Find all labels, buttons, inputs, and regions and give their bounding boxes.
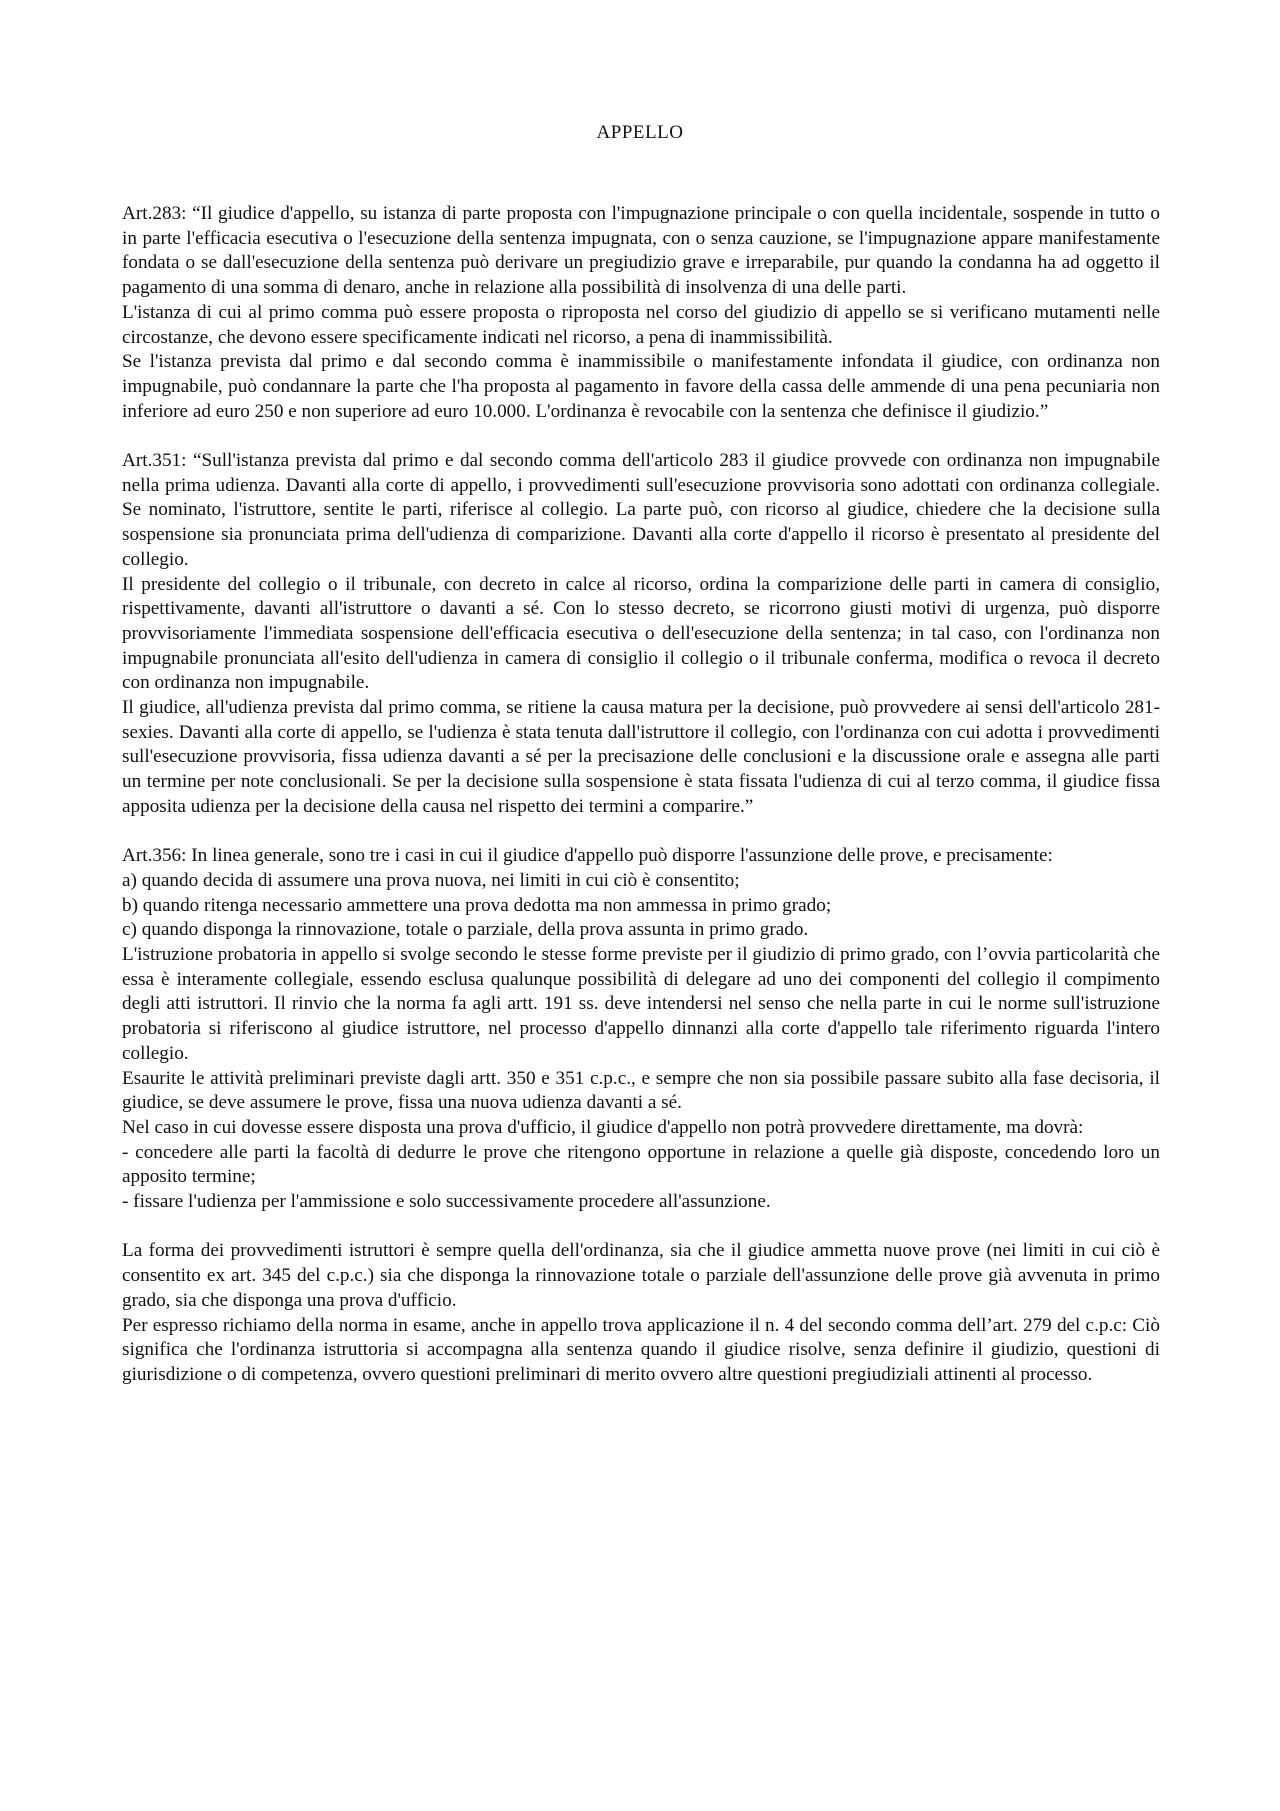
closing-paragraph-2: Per espresso richiamo della norma in esame, anche in appello trova applicazione il n. 4 del secondo comma dell’art. 279 del c.p.c: Ciò significa che l'ordinanza istruttoria si accompagna alla sentenza quando il giudice risolve, senza definire il giudizio, questioni di giurisdizione o di competenza, ovvero questioni preliminari di merito ovvero altre questioni pregiudiziali attinenti al processo. — [122, 1314, 1160, 1385]
page-title: APPELLO — [596, 122, 684, 143]
art356-dash-item-2: - fissare l'udienza per l'ammissione e solo successivamente procedere all'assunzione. — [122, 1191, 771, 1213]
art351-paragraph-2: Il presidente del collegio o il tribunale, con decreto in calce al ricorso, ordina la comparizione delle parti in camera di consiglio, rispettivamente, davanti all'istruttore o davanti a sé. Con lo stesso decreto, se ricorrono giusti motivi di urgenza, può disporre provvisoriamente l'immediata sospensione dell'efficacia esecutiva o dell'esecuzione della sentenza; in tal caso, con l'ordinanza non impugnabile pronunciata all'esito dell'udienza in camera di consiglio il collegio o il tribunale conferma, modifica o revoca il decreto con ordinanza non impugnabile. — [122, 573, 1160, 694]
art283-paragraph-3: Se l'istanza prevista dal primo e dal secondo comma è inammissibile o manifestamente infondata il giudice, con ordinanza non impugnabile, può condannare la parte che l'ha proposta al pagamento in favore della cassa delle ammende di una pena pecuniaria non inferiore ad euro 250 e non superiore ad euro 10.000. L'ordinanza è revocabile con la sentenza che definisce il giudizio.” — [122, 351, 1160, 422]
art351-paragraph-1: Art.351: “Sull'istanza prevista dal primo e dal secondo comma dell'articolo 283 il giudice provvede con ordinanza non impugnabile nella prima udienza. Davanti alla corte di appello, i provvedimenti sull'esecuzione provvisoria sono adottati con ordinanza collegiale. Se nominato, l'istruttore, sentite le parti, riferisce al collegio. La parte può, con ricorso al giudice, chiedere che la decisione sulla sospensione sia pronunciata prima dell'udienza di comparizione. Davanti alla corte d'appello il ricorso è presentato al presidente del collegio. — [122, 450, 1160, 570]
art356-intro: Art.356: In linea generale, sono tre i casi in cui il giudice d'appello può disporre l'assunzione delle prove, e precisamente: — [122, 845, 1053, 867]
art356-paragraph-3: Esaurite le attività preliminari previste dagli artt. 350 e 351 c.p.c., e sempre che non sia possibile passare subito alla fase decisoria, il giudice, se deve assumere le prove, fissa una nuova udienza davanti a sé. — [122, 1067, 1160, 1114]
art356-paragraph-4: Nel caso in cui dovesse essere disposta una prova d'ufficio, il giudice d'appello non potrà provvedere direttamente, ma dovrà: — [122, 1116, 1084, 1138]
paragraph-gap — [122, 424, 1160, 449]
paragraph-gap — [122, 1215, 1160, 1240]
art356-item-c: c) quando disponga la rinnovazione, totale o parziale, della prova assunta in primo grado. — [122, 919, 809, 941]
art283-paragraph-1: Art.283: “Il giudice d'appello, su istanza di parte proposta con l'impugnazione principale o con quella incidentale, sospende in tutto o in parte l'efficacia esecutiva o l'esecuzione della sentenza impugnata, con o senza cauzione, se l'impugnazione appare manifestamente fondata o se dall'esecuzione della sentenza può derivare un pregiudizio grave e irreparabile, pur quando la condanna ha ad oggetto il pagamento di una somma di denaro, anche in relazione alla possibilità di insolvenza di una delle parti. — [122, 203, 1160, 299]
art356-item-b: b) quando ritenga necessario ammettere una prova dedotta ma non ammessa in primo grado; — [122, 894, 832, 916]
art283-paragraph-2: L'istanza di cui al primo comma può essere proposta o riproposta nel corso del giudizio di appello se si verificano mutamenti nelle circostanze, che devono essere specificamente indicati nel ricorso, a pena di inammissibilità. — [122, 301, 1160, 348]
paragraph-gap — [122, 820, 1160, 845]
art351-paragraph-3: Il giudice, all'udienza prevista dal primo comma, se ritiene la causa matura per la decisione, può provvedere ai sensi dell'articolo 281-sexies. Davanti alla corte di appello, se l'udienza è stata tenuta dall'istruttore il collegio, con l'ordinanza con cui adotta i provvedimenti sull'esecuzione provvisoria, fissa udienza davanti a sé per la precisazione delle conclusioni e la discussione orale e assegna alle parti un termine per note conclusionali. Se per la decisione sulla sospensione è stata fissata l'udienza di cui al terzo comma, il giudice fissa apposita udienza per la decisione della causa nel rispetto dei termini a comparire.” — [122, 697, 1160, 817]
closing-paragraph-1: La forma dei provvedimenti istruttori è sempre quella dell'ordinanza, sia che il giudice ammetta nuove prove (nei limiti in cui ciò è consentito ex art. 345 del c.p.c.) sia che disponga la rinnovazione totale o parziale dell'assunzione delle prove già avvenuta in primo grado, sia che disponga una prova d'ufficio. — [122, 1240, 1160, 1311]
art356-dash-item-1: - concedere alle parti la facoltà di dedurre le prove che ritengono opportune in relazione a quelle già disposte, concedendo loro un apposito termine; — [122, 1141, 1160, 1188]
art356-paragraph-2: L'istruzione probatoria in appello si svolge secondo le stesse forme previste per il giudizio di primo grado, con l’ovvia particolarità che essa è interamente collegiale, essendo esclusa qualunque possibilità di delegare ad uno dei componenti del collegio il compimento degli atti istruttori. Il rinvio che la norma fa agli artt. 191 ss. deve intendersi nel senso che nella parte in cui le norme sull'istruzione probatoria si riferiscono al giudice istruttore, nel processo d'appello dinnanzi alla corte d'appello tale riferimento riguarda l'intero collegio. — [122, 944, 1160, 1064]
document-body — [122, 202, 1160, 1388]
art356-item-a: a) quando decida di assumere una prova nuova, nei limiti in cui ciò è consentito; — [122, 869, 740, 891]
